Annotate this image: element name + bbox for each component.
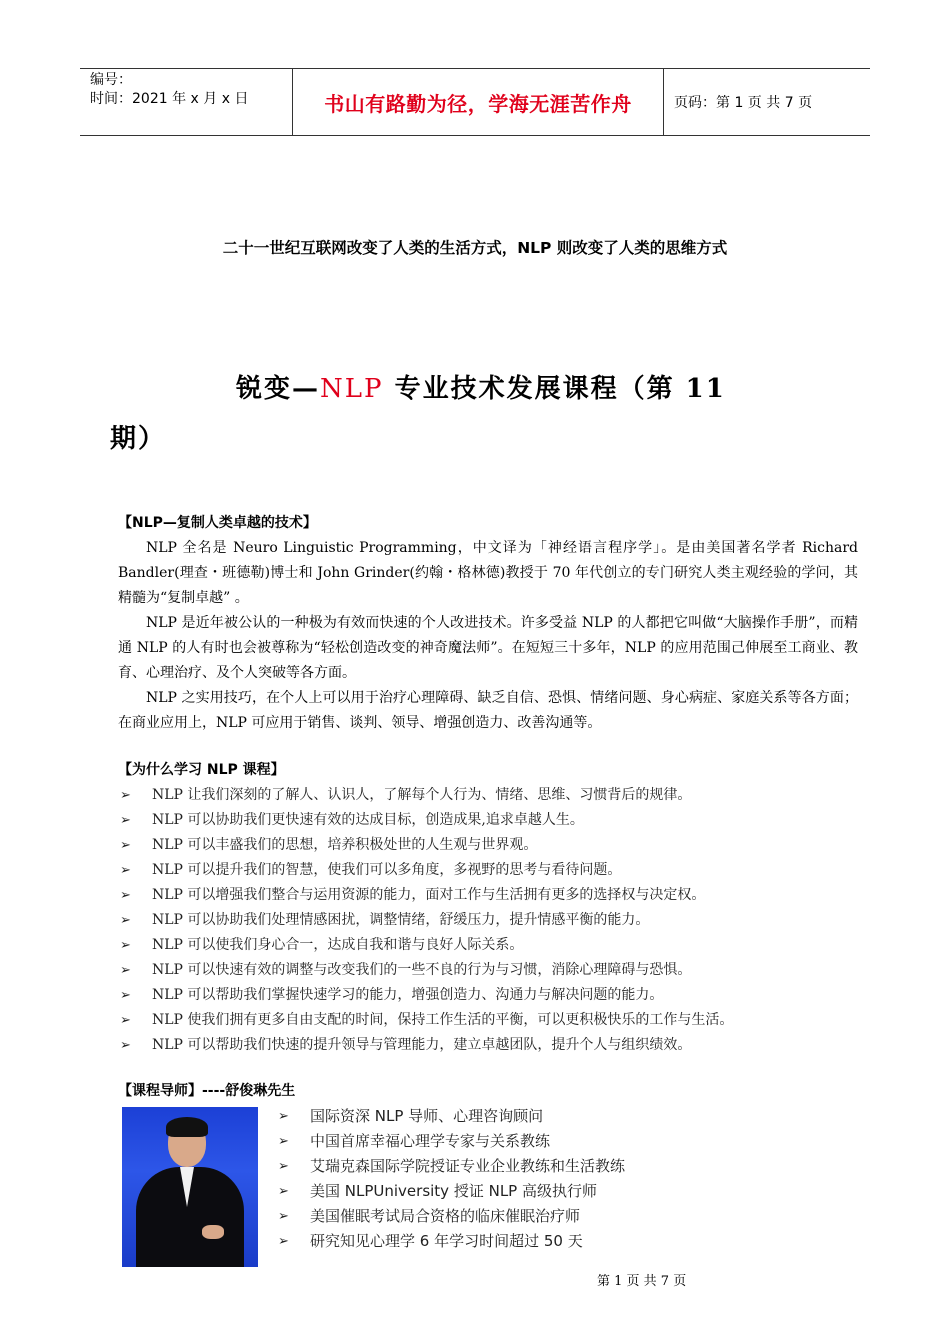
header-table xyxy=(80,68,870,136)
page-footer: 第 1 页 共 7 页 xyxy=(597,1274,687,1289)
list-item: ➢ NLP 可以使我们身心合一，达成自我和谐与良好人际关系。 xyxy=(118,933,858,958)
arrowhead-bullet-icon: ➢ xyxy=(278,1159,289,1174)
arrowhead-bullet-icon: ➢ xyxy=(120,913,131,928)
list-item: ➢ 美国 NLPUniversity 授证 NLP 高级执行师 xyxy=(276,1179,836,1204)
list-item: ➢ NLP 可以协助我们更快速有效的达成目标，创造成果,追求卓越人生。 xyxy=(118,808,858,833)
list-item: ➢ 国际资深 NLP 导师、心理咨询顾问 xyxy=(276,1104,836,1129)
arrowhead-bullet-icon: ➢ xyxy=(120,838,131,853)
list-item: ➢ NLP 可以丰盛我们的思想，培养积极处世的人生观与世界观。 xyxy=(118,833,858,858)
arrowhead-bullet-icon: ➢ xyxy=(120,963,131,978)
arrowhead-bullet-icon: ➢ xyxy=(278,1134,289,1149)
arrowhead-bullet-icon: ➢ xyxy=(120,863,131,878)
list-item: ➢ NLP 可以帮助我们掌握快速学习的能力，增强创造力、沟通力与解决问题的能力。 xyxy=(118,983,858,1008)
title-nlp: NLP xyxy=(320,374,384,404)
section1-paragraph: NLP 全名是 Neuro Linguistic Programming，中文译为「神经语言程序学」。是由美国著名学者 Richard Bandler(理查・班德勒)博士和 John Grinder(约翰・格林德)教授于 70 年代创立的专门研究人类主观经验的学问，其精髓为“复制卓越” 。 xyxy=(118,540,858,606)
list-item: ➢ NLP 可以快速有效的调整与改变我们的一些不良的行为与习惯，消除心理障碍与恐惧。 xyxy=(118,958,858,983)
list-item: ➢ NLP 使我们拥有更多自由支配的时间，保持工作生活的平衡，可以更积极快乐的工作与生活。 xyxy=(118,1008,858,1033)
list-item: ➢ 艾瑞克森国际学院授证专业企业教练和生活教练 xyxy=(276,1154,836,1179)
header-meta xyxy=(80,69,293,135)
main-content xyxy=(118,511,858,1058)
arrowhead-bullet-icon: ➢ xyxy=(120,888,131,903)
list-item: ➢ NLP 可以增强我们整合与运用资源的能力，面对工作与生活拥有更多的选择权与决定权。 xyxy=(118,883,858,908)
arrowhead-bullet-icon: ➢ xyxy=(120,988,131,1003)
arrowhead-bullet-icon: ➢ xyxy=(278,1184,289,1199)
section2-heading: 【为什么学习 NLP 课程】 xyxy=(118,762,285,778)
page-label: 页码：第 1 页 共 7 页 xyxy=(674,95,813,111)
section1-heading: 【NLP—复制人类卓越的技术】 xyxy=(118,515,317,531)
list-item: ➢ 中国首席幸福心理学专家与关系教练 xyxy=(276,1129,836,1154)
arrowhead-bullet-icon: ➢ xyxy=(278,1209,289,1224)
list-item: ➢ 研究知见心理学 6 年学习时间超过 50 天 xyxy=(276,1229,836,1254)
slogan: 二十一世纪互联网改变了人类的生活方式，NLP 则改变了人类的思维方式 xyxy=(222,239,728,257)
code-label: 编号： xyxy=(90,72,132,88)
section1-paragraph: NLP 之实用技巧，在个人上可以用于治疗心理障碍、缺乏自信、恐惧、情绪问题、身心病症、家庭关系等各方面；在商业应用上，NLP 可应用于销售、谈判、领导、增强创造力、改善沟通等。 xyxy=(118,690,858,731)
motto: 书山有路勤为径，学海无涯苦作舟 xyxy=(293,69,664,135)
title-part2: 专业技术发展课程（第 11 xyxy=(383,374,726,404)
arrowhead-bullet-icon: ➢ xyxy=(120,1013,131,1028)
list-item: ➢ 美国催眠考试局合资格的临床催眠治疗师 xyxy=(276,1204,836,1229)
tutor-photo xyxy=(122,1107,258,1267)
benefits-list xyxy=(118,783,858,1058)
tutor-credentials-list xyxy=(276,1104,836,1254)
time-label: 时间：2021 年 x 月 x 日 xyxy=(90,91,249,107)
arrowhead-bullet-icon: ➢ xyxy=(278,1109,289,1124)
arrowhead-bullet-icon: ➢ xyxy=(120,813,131,828)
list-item: ➢ NLP 可以帮助我们快速的提升领导与管理能力，建立卓越团队，提升个人与组织绩效。 xyxy=(118,1033,858,1058)
section1-paragraph: NLP 是近年被公认的一种极为有效而快速的个人改进技术。许多受益 NLP 的人都把它叫做“大脑操作手册”，而精通 NLP 的人有时也会被尊称为“轻松创造改变的神奇魔法师”。在短短三十多年，NLP 的应用范围己伸展至工商业、教育、心理治疗、及个人突破等各方面。 xyxy=(118,615,858,681)
arrowhead-bullet-icon: ➢ xyxy=(120,788,131,803)
title-part1: 锐变— xyxy=(236,374,321,404)
arrowhead-bullet-icon: ➢ xyxy=(278,1234,289,1249)
section3-heading: 【课程导师】----舒俊琳先生 xyxy=(118,1083,296,1099)
list-item: ➢ NLP 让我们深刻的了解人、认识人，了解每个人行为、情绪、思维、习惯背后的规律。 xyxy=(118,783,858,808)
arrowhead-bullet-icon: ➢ xyxy=(120,1038,131,1053)
arrowhead-bullet-icon: ➢ xyxy=(120,938,131,953)
list-item: ➢ NLP 可以协助我们处理情感困扰，调整情绪，舒缓压力，提升情感平衡的能力。 xyxy=(118,908,858,933)
list-item: ➢ NLP 可以提升我们的智慧，使我们可以多角度，多视野的思考与看待问题。 xyxy=(118,858,858,883)
page-title xyxy=(110,364,830,464)
title-part3: 期） xyxy=(110,424,167,454)
